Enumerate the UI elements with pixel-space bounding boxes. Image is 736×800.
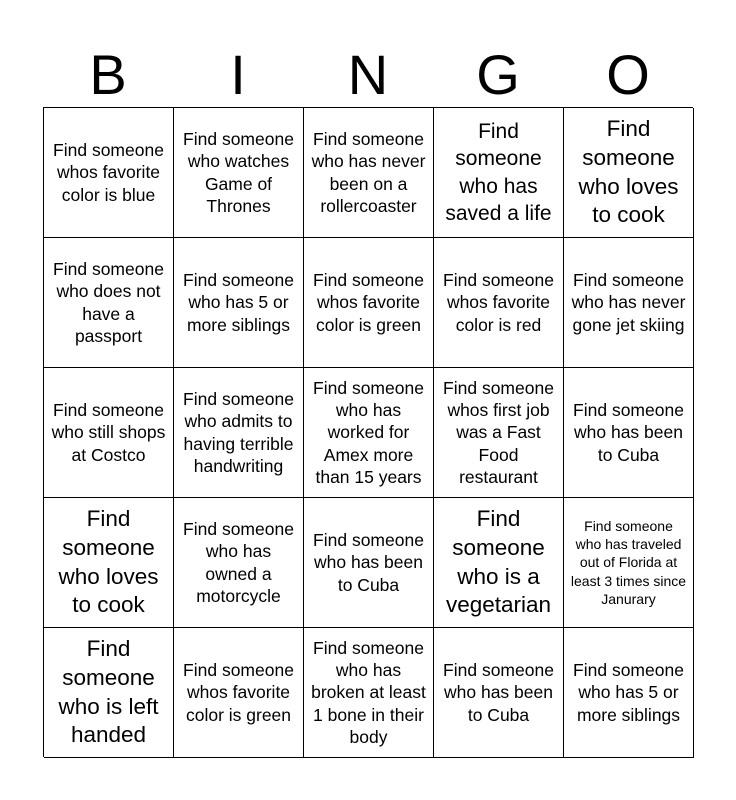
bingo-cell-text: Find someone who loves to cook	[58, 505, 159, 618]
bingo-cell-text: Find someone who has broken at least 1 bone in their body	[311, 637, 426, 747]
bingo-cell-text: Find someone whos favorite color is red	[443, 270, 554, 335]
bingo-cell-r2c5[interactable]	[564, 238, 694, 368]
bingo-cell-text: Find someone who has saved a life	[445, 119, 552, 225]
bingo-cell-r1c5[interactable]	[564, 108, 694, 238]
bingo-cell-r4c4[interactable]	[434, 498, 564, 628]
bingo-cell-text: Find someone who has been to Cuba	[313, 530, 424, 595]
bingo-cell-r5c5[interactable]	[564, 628, 694, 758]
bingo-cell-text: Find someone who has been to Cuba	[443, 660, 554, 725]
bingo-cell-text: Find someone who has owned a motorcycle	[183, 519, 294, 606]
bingo-cell-text: Find someone who admits to having terrible handwriting	[183, 389, 294, 476]
bingo-cell-r5c2[interactable]	[174, 628, 304, 758]
bingo-cell-text: Find someone who has 5 or more siblings	[573, 660, 684, 725]
bingo-cell-text: Find someone who has never gone jet skiing	[571, 270, 686, 335]
bingo-cell-r3c3[interactable]	[304, 368, 434, 498]
header-letter-g: G	[476, 43, 520, 106]
bingo-cell-r2c1[interactable]	[44, 238, 174, 368]
bingo-cell-text: Find someone whos first job was a Fast Food restaurant	[443, 377, 554, 487]
bingo-cell-text: Find someone who has traveled out of Florida at least 3 times since Janurary	[570, 518, 687, 607]
bingo-grid	[43, 107, 693, 757]
bingo-cell-r3c2[interactable]	[174, 368, 304, 498]
bingo-cell-r4c2[interactable]	[174, 498, 304, 628]
bingo-cell-r4c5[interactable]	[564, 498, 694, 628]
bingo-cell-r1c3[interactable]	[304, 108, 434, 238]
bingo-cell-text: Find someone who still shops at Costco	[51, 400, 166, 465]
bingo-cell-text: Find someone whos favorite color is blue	[53, 140, 164, 205]
bingo-cell-text: Find someone who watches Game of Thrones	[183, 129, 294, 216]
bingo-cell-r4c1[interactable]	[44, 498, 174, 628]
bingo-cell-text: Find someone who is left handed	[58, 635, 159, 748]
bingo-cell-r2c2[interactable]	[174, 238, 304, 368]
bingo-cell-r2c4[interactable]	[434, 238, 564, 368]
bingo-cell-text: Find someone who does not have a passport	[53, 259, 164, 346]
bingo-cell-r5c3[interactable]	[304, 628, 434, 758]
header-letter-o: O	[606, 43, 650, 106]
bingo-cell-text: Find someone who loves to cook	[578, 115, 679, 228]
bingo-cell-r5c4[interactable]	[434, 628, 564, 758]
bingo-cell-r3c5[interactable]	[564, 368, 694, 498]
bingo-cell-r1c1[interactable]	[44, 108, 174, 238]
header-letter-i: I	[230, 43, 246, 106]
bingo-cell-r5c1[interactable]	[44, 628, 174, 758]
bingo-cell-r3c4[interactable]	[434, 368, 564, 498]
bingo-header	[43, 42, 693, 108]
bingo-cell-r4c3[interactable]	[304, 498, 434, 628]
bingo-cell-text: Find someone who has worked for Amex more than 15 years	[313, 377, 424, 487]
bingo-cell-text: Find someone whos favorite color is green	[183, 660, 294, 725]
bingo-cell-text: Find someone who has been to Cuba	[573, 400, 684, 465]
bingo-cell-text: Find someone who is a vegetarian	[445, 505, 552, 618]
bingo-cell-r2c3[interactable]	[304, 238, 434, 368]
bingo-cell-r1c4[interactable]	[434, 108, 564, 238]
bingo-cell-text: Find someone who has 5 or more siblings	[183, 270, 294, 335]
header-letter-b: B	[89, 43, 127, 106]
bingo-cell-text: Find someone who has never been on a rollercoaster	[311, 129, 426, 216]
bingo-cell-r3c1[interactable]	[44, 368, 174, 498]
bingo-cell-r1c2[interactable]	[174, 108, 304, 238]
bingo-cell-text: Find someone whos favorite color is green	[313, 270, 424, 335]
header-letter-n: N	[347, 43, 389, 106]
